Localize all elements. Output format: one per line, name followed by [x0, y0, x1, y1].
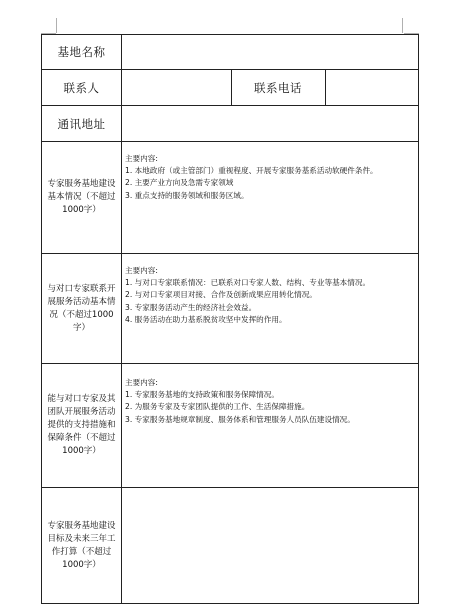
- section-1-content[interactable]: [122, 142, 418, 253]
- section-1-item-2: 2. 主要产业方向及急需专家领域: [125, 178, 234, 188]
- section-3-item-3: 3. 专家服务基地规章制度、服务体系和管理服务人员队伍建设情况。: [125, 414, 355, 424]
- section-1-item-3: 3. 重点支持的服务领域和服务区域。: [125, 190, 249, 200]
- section-2-label: 与对口专家联系开展服务活动基本情况（不超过1000字）: [42, 254, 122, 363]
- contact-label: 联系人: [42, 70, 122, 105]
- section-2-heading: 主要内容:: [125, 266, 158, 275]
- section-4-content[interactable]: [122, 488, 418, 603]
- phone-field[interactable]: [326, 70, 418, 105]
- base-name-label: 基地名称: [42, 35, 122, 69]
- base-name-row: [42, 35, 418, 70]
- phone-label: 联系电话: [254, 80, 302, 95]
- section-1-item-1: 1. 本地政府（或主管部门）重视程度、开展专家服务基系活动软硬件条件。: [125, 166, 378, 176]
- base-name-field[interactable]: [122, 35, 418, 69]
- crop-mark-top-right: [402, 18, 403, 33]
- contact-field[interactable]: [122, 70, 229, 105]
- address-label: 通讯地址: [42, 106, 122, 141]
- section-1-heading: 主要内容:: [125, 154, 158, 163]
- section-2-item-3: 3. 专家服务活动产生的经济社会效益。: [125, 302, 257, 312]
- section-1-row: [42, 142, 418, 254]
- section-3-item-1: 1. 专家服务基地的支持政策和服务保障情况。: [125, 390, 279, 400]
- section-3-label: 能与对口专家及其团队开展服务活动提供的支持措施和保障条件（不超过1000字）: [42, 364, 122, 487]
- section-2-item-4: 4. 服务活动在助力基系脱贫攻坚中发挥的作用。: [125, 314, 287, 324]
- section-2-row: [42, 254, 418, 364]
- section-2-content[interactable]: [122, 254, 418, 363]
- section-3-content[interactable]: [122, 364, 418, 487]
- section-1-label: 专家服务基地建设基本情况（不超过1000字）: [42, 142, 122, 253]
- section-2-item-2: 2. 与对口专家项目对接、合作及创新成果应用转化情况。: [125, 290, 317, 300]
- crop-mark-top-left: [56, 18, 57, 33]
- section-3-heading: 主要内容:: [125, 378, 158, 387]
- section-4-row: [42, 488, 418, 603]
- section-3-row: [42, 364, 418, 488]
- base-info-table: [41, 34, 419, 604]
- section-3-item-2: 2. 为服务专家及专家团队提供的工作、生活保障措施。: [125, 402, 310, 412]
- address-field[interactable]: [122, 106, 418, 141]
- section-4-label: 专家服务基地建设目标及未来三年工作打算（不超过1000字）: [42, 488, 122, 603]
- address-row: [42, 106, 418, 142]
- contact-row: [42, 70, 418, 106]
- section-2-item-1: 1. 与对口专家联系情况：已联系对口专家人数、结构、专业等基本情况。: [125, 278, 371, 288]
